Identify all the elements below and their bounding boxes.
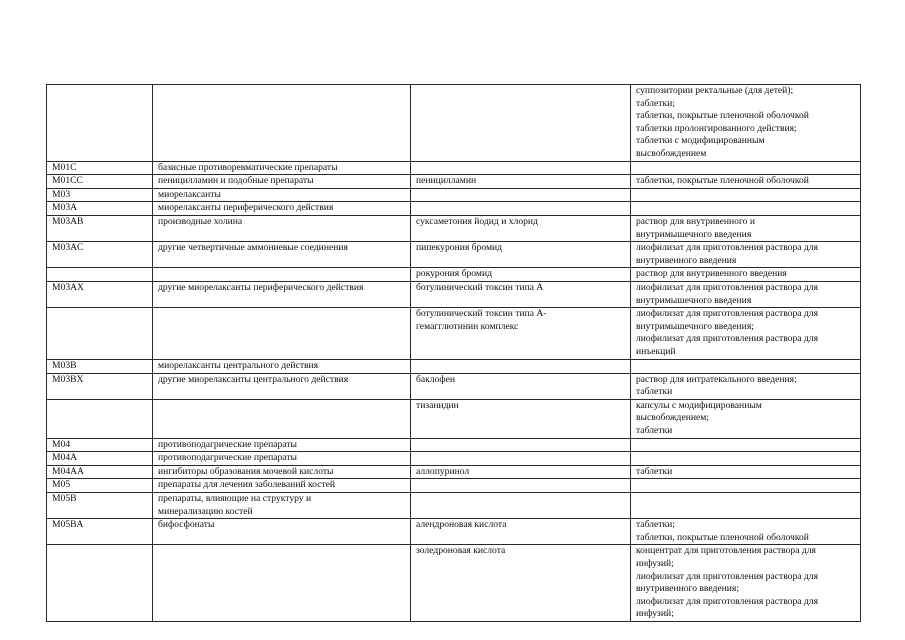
anatomical-therapeutic-group: другие четвертичные аммониевые соединения (158, 242, 348, 254)
atc-code: M03BX (52, 373, 84, 385)
atc-code-cell (47, 85, 153, 162)
dosage-form-line: таблетки (636, 425, 673, 437)
anatomical-therapeutic-group: миорелаксанты (158, 188, 221, 200)
atc-code-cell (47, 281, 153, 307)
anatomical-therapeutic-group: противоподагрические препараты (158, 438, 297, 450)
dosage-forms-cell (631, 161, 861, 175)
atc-code: M05BA (52, 519, 84, 531)
substance-cell (411, 308, 631, 360)
atc-group-cell (153, 465, 411, 479)
table-row (47, 161, 861, 175)
medicine-name: пипекурония бромид (416, 242, 503, 254)
dosage-form-line: внутривенного введения; (636, 583, 740, 595)
atc-code: M03B (52, 360, 77, 372)
medicine-name: золедроновая кислота (416, 545, 506, 557)
medicine-name: рокурония бромид (416, 268, 492, 280)
substance-cell (411, 215, 631, 241)
table-row (47, 465, 861, 479)
dosage-form-line: таблетки (636, 465, 673, 477)
dosage-forms-cell (631, 215, 861, 241)
dosage-forms-cell (631, 281, 861, 307)
dosage-form-line: лиофилизат для приготовления раствора для (636, 595, 818, 607)
anatomical-therapeutic-group: бифосфонаты (158, 519, 215, 531)
table-row (47, 215, 861, 241)
dosage-forms-cell (631, 545, 861, 622)
atc-group-cell (153, 545, 411, 622)
dosage-forms-cell (631, 493, 861, 519)
atc-group-cell (153, 281, 411, 307)
dosage-form-line: лиофилизат для приготовления раствора для (636, 333, 818, 345)
atc-code: M01CC (52, 175, 83, 187)
atc-group-cell (153, 519, 411, 545)
atc-code-cell (47, 188, 153, 202)
dosage-form-line: таблетки; (636, 519, 675, 531)
dosage-form-line: лиофилизат для приготовления раствора для (636, 242, 818, 254)
atc-code: M04AA (52, 465, 84, 477)
anatomical-therapeutic-group: противоподагрические препараты (158, 452, 297, 464)
medicine-name: пеницилламин (416, 175, 477, 187)
dosage-form-line: суппозитории ректальные (для детей); (636, 85, 794, 96)
dosage-forms-cell (631, 373, 861, 399)
atc-group-cell (153, 308, 411, 360)
dosage-form-line: инфузий; (636, 558, 674, 569)
atc-code: M03AB (52, 215, 84, 227)
dosage-forms-cell (631, 188, 861, 202)
dosage-forms-cell (631, 519, 861, 545)
atc-code-cell (47, 373, 153, 399)
substance-cell (411, 465, 631, 479)
dosage-forms-cell (631, 268, 861, 282)
table-row (47, 399, 861, 438)
atc-code-cell (47, 452, 153, 466)
atc-group-cell (153, 452, 411, 466)
substance-cell (411, 360, 631, 374)
dosage-forms-cell (631, 360, 861, 374)
atc-code-cell (47, 242, 153, 268)
dosage-forms-cell (631, 175, 861, 189)
atc-code: M03AC (52, 242, 84, 254)
atc-code-cell (47, 479, 153, 493)
table-row (47, 242, 861, 268)
dosage-form-line: лиофилизат для приготовления раствора для (636, 308, 818, 320)
table-row (47, 268, 861, 282)
anatomical-therapeutic-group: производные холина (158, 215, 243, 227)
atc-code-cell (47, 215, 153, 241)
atc-group-cell (153, 373, 411, 399)
medicine-name: аллопуринол (416, 465, 470, 477)
dosage-form-line: таблетки пролонгированного действия; (636, 122, 797, 134)
substance-cell (411, 175, 631, 189)
table-row (47, 545, 861, 622)
dosage-form-line: инфузий; (636, 608, 674, 620)
medicine-name: баклофен (416, 373, 455, 385)
atc-code: M03 (52, 188, 71, 200)
substance-cell (411, 242, 631, 268)
atc-group-cell (153, 188, 411, 202)
atc-group-cell (153, 242, 411, 268)
atc-group-cell (153, 202, 411, 216)
dosage-form-line: лиофилизат для приготовления раствора для (636, 570, 818, 582)
table-row (47, 519, 861, 545)
substance-cell (411, 452, 631, 466)
substance-cell (411, 85, 631, 162)
atc-code: M03AX (52, 281, 84, 293)
substance-cell (411, 493, 631, 519)
medicine-name: суксаметония йодид и хлорид (416, 215, 538, 227)
anatomical-therapeutic-group: миорелаксанты центрального действия (158, 360, 319, 372)
dosage-forms-cell (631, 438, 861, 452)
dosage-forms-cell (631, 399, 861, 438)
dosage-form-line: раствор для интратекального введения; (636, 373, 797, 385)
dosage-form-line: внутримышечного введения; (636, 320, 754, 332)
atc-group-cell (153, 268, 411, 282)
medicine-name: алендроновая кислота (416, 519, 507, 531)
medicine-name: ботулинический токсин типа А (416, 281, 544, 293)
substance-cell (411, 281, 631, 307)
table-body (47, 85, 861, 622)
dosage-form-line: таблетки; (636, 97, 675, 109)
dosage-form-line: таблетки с модифицированным (636, 135, 765, 147)
atc-code-cell (47, 161, 153, 175)
atc-code-cell (47, 465, 153, 479)
substance-cell (411, 519, 631, 545)
dosage-form-line: капсулы с модифицированным (636, 399, 762, 411)
atc-code-cell (47, 308, 153, 360)
substance-cell (411, 545, 631, 622)
table-row (47, 175, 861, 189)
atc-code-cell (47, 175, 153, 189)
atc-group-cell (153, 399, 411, 438)
table-row (47, 452, 861, 466)
anatomical-therapeutic-group: пеницилламин и подобные препараты (158, 175, 314, 187)
dosage-form-line: внутримышечного введения (636, 228, 752, 240)
atc-group-cell (153, 493, 411, 519)
atc-code: M01C (52, 161, 77, 173)
table-row (47, 308, 861, 360)
atc-code-cell (47, 202, 153, 216)
atc-code-cell (47, 399, 153, 438)
dosage-form-line: таблетки, покрытые пленочной оболочкой (636, 175, 809, 187)
dosage-form-line: внутривенного введения (636, 254, 737, 266)
dosage-forms-cell (631, 85, 861, 162)
substance-cell (411, 438, 631, 452)
substance-cell (411, 399, 631, 438)
table-row (47, 202, 861, 216)
atc-code: M05 (52, 479, 71, 491)
drug-list-table (46, 84, 861, 622)
substance-cell (411, 373, 631, 399)
atc-group-cell (153, 215, 411, 241)
dosage-forms-cell (631, 242, 861, 268)
table-row (47, 373, 861, 399)
dosage-forms-cell (631, 308, 861, 360)
atc-code: M04 (52, 438, 71, 450)
table-row (47, 479, 861, 493)
dosage-form-line: высвобождением (636, 147, 707, 159)
anatomical-therapeutic-group: препараты для лечения заболеваний костей (158, 479, 336, 491)
atc-code-cell (47, 438, 153, 452)
atc-code-cell (47, 545, 153, 622)
atc-code: M04A (52, 452, 78, 464)
anatomical-therapeutic-group: ингибиторы образования мочевой кислоты (158, 465, 334, 477)
substance-cell (411, 268, 631, 282)
anatomical-therapeutic-group: препараты, влияющие на структуру и минерализацию костей (158, 493, 312, 517)
dosage-forms-cell (631, 452, 861, 466)
substance-cell (411, 188, 631, 202)
dosage-form-line: раствор для внутривенного и (636, 215, 755, 227)
anatomical-therapeutic-group: миорелаксанты периферического действия (158, 202, 334, 214)
dosage-form-line: инъекций (636, 345, 676, 357)
anatomical-therapeutic-group: базисные противоревматические препараты (158, 161, 338, 173)
atc-group-cell (153, 175, 411, 189)
dosage-form-line: таблетки, покрытые пленочной оболочкой (636, 531, 809, 543)
dosage-form-line: раствор для внутривенного введения (636, 268, 787, 280)
atc-group-cell (153, 479, 411, 493)
table-row (47, 360, 861, 374)
dosage-forms-cell (631, 479, 861, 493)
dosage-form-line: таблетки (636, 386, 673, 398)
dosage-forms-cell (631, 202, 861, 216)
substance-cell (411, 161, 631, 175)
atc-code-cell (47, 360, 153, 374)
dosage-forms-cell (631, 465, 861, 479)
dosage-form-line: таблетки, покрытые пленочной оболочкой (636, 110, 809, 122)
table-row (47, 493, 861, 519)
substance-cell (411, 202, 631, 216)
table-row (47, 188, 861, 202)
anatomical-therapeutic-group: другие миорелаксанты центрального действия (158, 373, 349, 385)
atc-code-cell (47, 268, 153, 282)
atc-code: M03A (52, 202, 78, 214)
atc-code-cell (47, 519, 153, 545)
dosage-form-line: концентрат для приготовления раствора для (636, 545, 816, 557)
dosage-form-line: высвобождением; (636, 412, 709, 424)
table-row (47, 85, 861, 162)
dosage-form-line: внутримышечного введения (636, 294, 752, 306)
dosage-form-line: лиофилизат для приготовления раствора для (636, 281, 818, 293)
atc-group-cell (153, 161, 411, 175)
atc-code-cell (47, 493, 153, 519)
anatomical-therapeutic-group: другие миорелаксанты периферического действия (158, 281, 364, 293)
atc-group-cell (153, 360, 411, 374)
table-row (47, 281, 861, 307)
medicine-name: тизанидин (416, 399, 459, 411)
atc-group-cell (153, 85, 411, 162)
atc-code: M05B (52, 493, 77, 505)
atc-group-cell (153, 438, 411, 452)
medicine-name: ботулинический токсин типа А- гемагглютинин комплекс (416, 308, 547, 332)
table-row (47, 438, 861, 452)
substance-cell (411, 479, 631, 493)
